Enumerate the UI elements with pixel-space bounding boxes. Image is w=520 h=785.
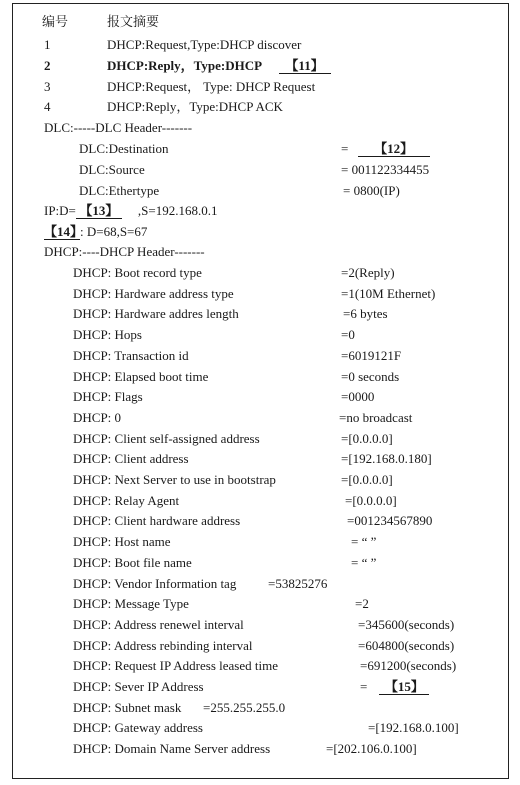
dhcp-field-value: =2(Reply) [341,265,395,280]
dhcp-field-value: =0 [341,327,355,343]
dlc-source-label: DLC:Source [79,162,145,177]
message-number: 4 [44,99,51,114]
document-frame [12,3,509,779]
ip-line: IP:D= 【13】 ,S=192.168.0.1 [44,203,218,218]
dlc-ethertype-label: DLC:Ethertype [79,183,160,198]
dhcp-field-value: =6 bytes [343,306,388,322]
dlc-header: DLC:-----DLC Header------- [44,120,193,135]
dhcp-field-value: =[0.0.0.0] [345,492,397,508]
dhcp-field-value: =no broadcast [339,409,413,425]
answer-blank-14: 【14】 [44,224,84,239]
dhcp-field-value: =0000 [341,389,375,405]
dhcp-field-value: =[192.168.0.180] [341,451,432,467]
answer-blank-11: 【11】 [279,59,331,74]
dhcp-field-label: DHCP: Elapsed boot time [73,368,209,384]
dhcp-field-label: DHCP: Subnet mask [73,699,182,715]
dhcp-field-value: =691200(seconds) [360,658,457,674]
dhcp-field-label: DHCP: Gateway address [73,720,203,736]
dhcp-field-value: = “ ” [351,534,377,550]
dhcp-field-label: DHCP: 0 [73,409,122,425]
answer-blank-13: 【13】 [76,204,122,219]
message-summary: DHCP:Request,Type:DHCP discover [107,37,302,52]
dhcp-field-label: DHCP: Relay Agent [73,492,180,508]
dhcp-field-label: DHCP: Address renewel interval [73,616,244,632]
dhcp-field-value: =1(10M Ethernet) [341,285,436,301]
dhcp-field-value: =0 seconds [341,368,400,384]
dhcp-field-label: DHCP: Transaction id [73,347,189,363]
header-summary: 报文摘要 [107,14,160,29]
message-number: 2 [44,58,51,73]
dhcp-field-label: DHCP: Boot record type [73,265,202,280]
dhcp-field-value: =2 [355,596,369,612]
dhcp-field-value: =255.255.255.0 [203,699,286,715]
dlc-destination-label: DLC:Destination [79,141,169,156]
message-number: 3 [44,79,51,94]
dhcp-field-label: DHCP: Boot file name [73,554,192,570]
dhcp-field-label: DHCP: Host name [73,534,171,550]
answer-blank-15: 【15】 [379,680,429,695]
dhcp-field-label: DHCP: Domain Name Server address [73,741,271,757]
dhcp-field-value: =001234567890 [347,513,433,529]
dhcp-field-value: =[0.0.0.0] [341,472,393,487]
dhcp-header: DHCP:----DHCP Header------- [44,244,205,259]
dhcp-field-label: DHCP: Client self-assigned address [73,430,260,446]
dhcp-field-label: DHCP: Message Type [73,596,189,612]
message-number: 1 [44,37,51,52]
dhcp-field-label: DHCP: Vendor Information tag [73,575,237,591]
dhcp-field-label: DHCP: Next Server to use in bootstrap [73,472,276,487]
dlc-destination-value: = 【12】 [341,141,430,157]
dhcp-field-value: =345600(seconds) [358,616,455,632]
dhcp-field-label: DHCP: Client hardware address [73,513,241,529]
message-summary: DHCP:Reply，Type:DHCP ACK [107,99,283,114]
answer-blank-12: 【12】 [358,142,430,157]
message-summary-text: DHCP:Reply，Type:DHCP [107,58,262,73]
dlc-ethertype-value: = 0800(IP) [343,183,400,198]
dhcp-field-label: DHCP: Sever IP Address [73,679,204,694]
dhcp-field-value: =[202.106.0.100] [326,741,417,757]
dhcp-field-value: = “ ” [351,554,377,570]
message-summary [107,58,331,74]
dhcp-field-value: =604800(seconds) [358,637,455,653]
udp-line: 【14】: D=68,S=67 [44,224,148,239]
dhcp-field-value: =[0.0.0.0] [341,430,393,446]
header-number: 编号 [42,14,69,29]
dhcp-field-label: DHCP: Request IP Address leased time [73,658,278,674]
dlc-source-value: = 001122334455 [341,162,430,177]
dhcp-field-label: DHCP: Hardware address type [73,285,234,301]
dhcp-field-label: DHCP: Flags [73,389,143,405]
dhcp-field-label: DHCP: Client address [73,451,189,467]
dhcp-field-value: =53825276 [268,575,328,591]
dhcp-field-value: =6019121F [341,347,402,363]
dhcp-field-value: =[192.168.0.100] [368,720,459,736]
dhcp-field-value: = 【15】 [360,679,429,695]
dhcp-field-label: DHCP: Hops [73,327,142,343]
dhcp-field-label: DHCP: Hardware addres length [73,306,239,322]
dhcp-field-label: DHCP: Address rebinding interval [73,637,253,653]
message-summary: DHCP:Request， Type: DHCP Request [107,79,316,94]
